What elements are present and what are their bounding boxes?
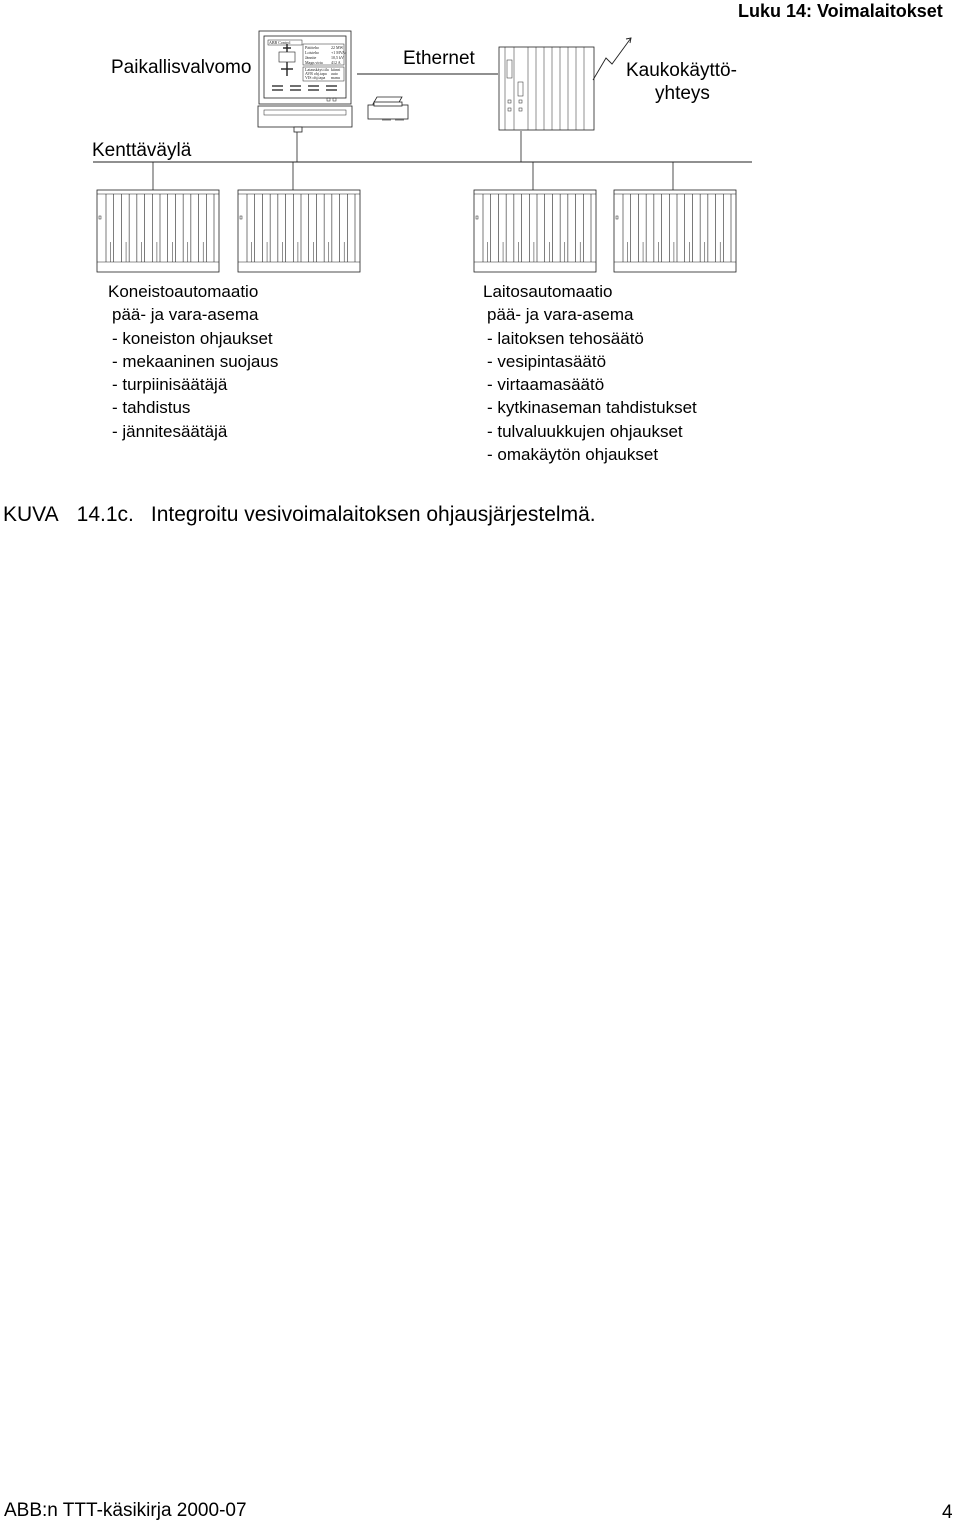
plc-rack-icon bbox=[474, 190, 596, 272]
local-monitoring-label: Paikallisvalvomo bbox=[111, 57, 252, 78]
list-item: - omakäytön ohjaukset bbox=[487, 445, 659, 465]
list-item: - mekaaninen suojaus bbox=[112, 351, 279, 371]
printer-icon bbox=[368, 97, 408, 120]
list-item: - laitoksen tehosäätö bbox=[487, 328, 644, 348]
screen-status-label: AVR ohj.tapa bbox=[305, 71, 327, 76]
list-item: - tahdistus bbox=[112, 398, 191, 418]
list-item: - turpiinisäätäjä bbox=[112, 375, 228, 395]
screen-status-label: VIS ohj.tapa bbox=[305, 75, 326, 80]
figure-caption bbox=[3, 503, 596, 527]
list-item: - vesipintasäätö bbox=[487, 351, 607, 371]
plant-automation-title: Laitosautomaatio bbox=[483, 282, 613, 301]
fieldbus-label: Kenttäväylä bbox=[92, 140, 192, 161]
unit-automation-title: Koneistoautomaatio bbox=[108, 282, 259, 301]
screen-readout-value: +1 MVAr bbox=[331, 50, 347, 55]
ethernet-label: Ethernet bbox=[403, 48, 475, 69]
list-item: pää- ja vara-asema bbox=[112, 305, 259, 325]
footer-source: ABB:n TTT-käsikirja 2000-07 bbox=[4, 1500, 247, 1521]
list-item: - tulvaluukkujen ohjaukset bbox=[487, 421, 683, 441]
remote-link-label-line1: Kaukokäyttö- bbox=[626, 60, 737, 81]
screen-readout-value: 412 A bbox=[331, 60, 341, 65]
list-item: pää- ja vara-asema bbox=[487, 305, 634, 325]
screen-status-value: kiinni bbox=[331, 67, 341, 72]
screen-readout-label: Magn.virta bbox=[305, 60, 323, 65]
plc-rack-icon bbox=[238, 190, 360, 272]
page-number: 4 bbox=[942, 1502, 953, 1523]
screen-readout-value: 22 MW bbox=[331, 45, 344, 50]
list-item: - koneiston ohjaukset bbox=[112, 328, 273, 348]
caption-number: 14.1c. bbox=[76, 503, 134, 526]
remote-link-label-line2: yhteys bbox=[655, 83, 710, 104]
plc-rack-icon bbox=[97, 190, 219, 272]
screen-status-value: auto bbox=[331, 71, 338, 76]
screen-readout-value: 10,5 kV bbox=[331, 55, 344, 60]
plant-automation-block bbox=[483, 280, 697, 466]
gateway-rack-icon bbox=[499, 47, 594, 130]
screen-readout-label: Loisteho bbox=[305, 50, 319, 55]
caption-label: KUVA bbox=[3, 503, 59, 526]
chapter-title: Luku 14: Voimalaitokset bbox=[738, 1, 943, 21]
screen-status-value: manu bbox=[331, 75, 340, 80]
list-item: - jännitesäätäjä bbox=[112, 421, 228, 441]
plc-rack-icon bbox=[614, 190, 736, 272]
unit-automation-block bbox=[108, 280, 278, 443]
list-item: - kytkinaseman tahdistukset bbox=[487, 398, 697, 418]
caption-text: Integroitu vesivoimalaitoksen ohjausjärjestelmä. bbox=[150, 503, 596, 526]
list-item: - virtaamasäätö bbox=[487, 375, 605, 395]
screen-title: ABB Control bbox=[269, 40, 291, 45]
screen-readout-label: Jännite bbox=[305, 55, 317, 60]
screen-readout-label: Pätöteho bbox=[305, 45, 319, 50]
screen-status-label: Latauskäyt.tila bbox=[305, 67, 329, 72]
